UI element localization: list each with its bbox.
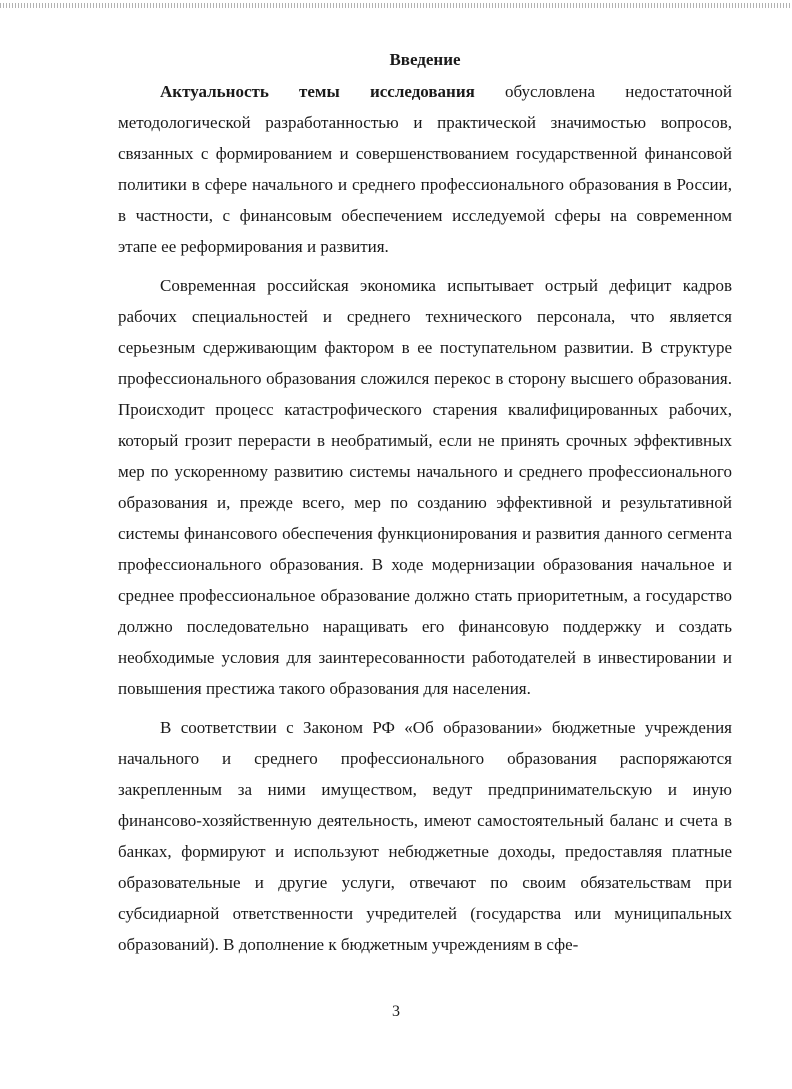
document-page [118,48,732,960]
page-number: 3 [392,1003,400,1020]
paragraph-economy: Современная российская экономика испытывает острый дефицит кадров рабочих специальностей и среднего технического персонала, что является серьезным сдерживающим фактором в ее поступательном развитии. В структуре профессионального образования сложился перекос в сторону высшего образования. Происходит процесс катастрофического старения квалифицированных рабочих, который грозит перерасти в необратимый, если не принять срочных эффективных мер по ускоренному развитию системы начального и среднего профессионального образования и, прежде всего, мер по созданию эффективной и результативной системы финансового обеспечения функционирования и развития данного сегмента профессионального образования. В ходе модернизации образования начальное и среднее профессиональное образование должно стать приоритетным, а государство должно последовательно наращивать его финансовую поддержку и создать необходимые условия для заинтересованности работодателей в инвестировании и повышения престижа такого образования для населения. [118,276,732,698]
paragraph-body-text: обусловлена недостаточной методологической разработанностью и практической значимостью вопросов, связанных с формированием и совершенствованием государственной финансовой политики в сфере начального и среднего профессионального образования в России, в частности, с финансовым обеспечением исследуемой сферы на современном этапе ее реформирования и развития. [118,82,733,256]
paragraph-lead-text: Актуальность темы исследования [160,82,475,101]
scan-edge-artifact [0,3,792,8]
paragraph-relevance [118,76,732,262]
section-heading: Введение [389,50,461,69]
paragraph-law: В соответствии с Законом РФ «Об образовании» бюджетные учреждения начального и среднего профессионального образования распоряжаются закрепленным за ними имуществом, ведут предпринимательскую и иную финансово-хозяйственную деятельность, имеют самостоятельный баланс и счета в банках, формируют и используют небюджетные доходы, предоставляя платные образовательные и другие услуги, отвечают по своим обязательствам при субсидиарной ответственности учредителей (государства или муниципальных образований). В дополнение к бюджетным учреждениям в сфе- [118,718,732,954]
